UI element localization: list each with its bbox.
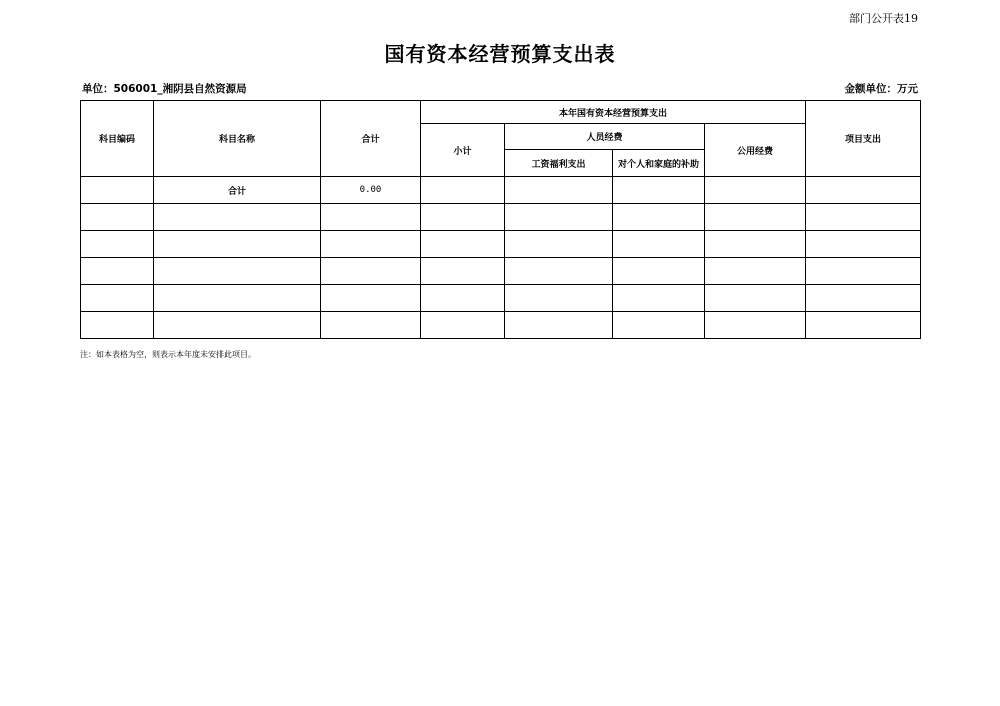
header-subject-name: 科目名称 xyxy=(154,101,321,177)
amount-unit-label: 金额单位：万元 xyxy=(844,83,918,95)
cell-wages xyxy=(505,258,613,285)
cell-subsidies xyxy=(613,231,705,258)
cell-project xyxy=(806,285,921,312)
cell-project xyxy=(806,258,921,285)
cell-subsidies xyxy=(613,312,705,339)
cell-wages xyxy=(505,177,613,204)
cell-code xyxy=(81,258,154,285)
cell-name xyxy=(154,312,321,339)
cell-total: 0.00 xyxy=(321,177,421,204)
cell-public-funds xyxy=(705,204,806,231)
cell-subtotal xyxy=(421,177,505,204)
header-current-year-group: 本年国有资本经营预算支出 xyxy=(421,101,806,124)
cell-total xyxy=(321,204,421,231)
form-code: 部门公开表19 xyxy=(849,12,918,25)
cell-subsidies xyxy=(613,285,705,312)
cell-subsidies xyxy=(613,258,705,285)
cell-project xyxy=(806,177,921,204)
cell-public-funds xyxy=(705,231,806,258)
table-row xyxy=(81,312,921,339)
cell-project xyxy=(806,204,921,231)
cell-total xyxy=(321,312,421,339)
cell-name xyxy=(154,258,321,285)
cell-wages xyxy=(505,285,613,312)
cell-subtotal xyxy=(421,204,505,231)
table-row xyxy=(81,231,921,258)
cell-subsidies xyxy=(613,204,705,231)
cell-total xyxy=(321,231,421,258)
page-title: 国有资本经营预算支出表 xyxy=(384,42,616,66)
cell-subtotal xyxy=(421,258,505,285)
budget-expenditure-table xyxy=(80,100,921,339)
header-total: 合计 xyxy=(321,101,421,177)
cell-public-funds xyxy=(705,177,806,204)
table-row xyxy=(81,285,921,312)
header-subtotal: 小计 xyxy=(421,124,505,177)
cell-public-funds xyxy=(705,285,806,312)
cell-wages xyxy=(505,204,613,231)
cell-code xyxy=(81,285,154,312)
cell-code xyxy=(81,177,154,204)
table-row xyxy=(81,204,921,231)
header-subsidies: 对个人和家庭的补助 xyxy=(613,150,705,177)
cell-total xyxy=(321,285,421,312)
cell-wages xyxy=(505,312,613,339)
table-row xyxy=(81,177,921,204)
footnote: 注：如本表格为空，则表示本年度未安排此项目。 xyxy=(80,350,256,359)
cell-project xyxy=(806,312,921,339)
header-wages: 工资福利支出 xyxy=(505,150,613,177)
department-unit-label: 单位：506001_湘阴县自然资源局 xyxy=(82,83,247,95)
cell-wages xyxy=(505,231,613,258)
cell-subtotal xyxy=(421,312,505,339)
header-public-funds: 公用经费 xyxy=(705,124,806,177)
cell-subsidies xyxy=(613,177,705,204)
cell-name: 合计 xyxy=(154,177,321,204)
cell-code xyxy=(81,204,154,231)
cell-subtotal xyxy=(421,285,505,312)
table-row xyxy=(81,258,921,285)
cell-name xyxy=(154,204,321,231)
cell-code xyxy=(81,312,154,339)
cell-project xyxy=(806,231,921,258)
cell-name xyxy=(154,285,321,312)
cell-code xyxy=(81,231,154,258)
header-project-expenditure: 项目支出 xyxy=(806,101,921,177)
cell-public-funds xyxy=(705,258,806,285)
cell-total xyxy=(321,258,421,285)
cell-name xyxy=(154,231,321,258)
cell-public-funds xyxy=(705,312,806,339)
header-personnel-group: 人员经费 xyxy=(505,124,705,150)
cell-subtotal xyxy=(421,231,505,258)
header-subject-code: 科目编码 xyxy=(81,101,154,177)
